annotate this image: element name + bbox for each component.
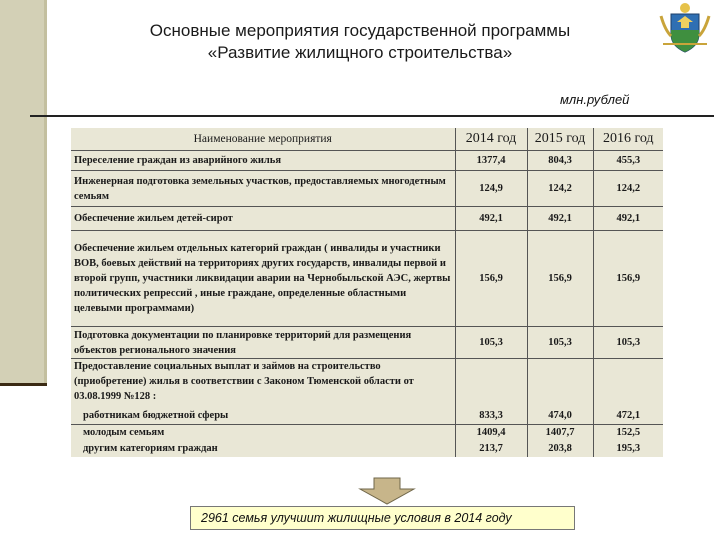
row-value-2015: 474,0 xyxy=(527,407,593,425)
group-empty-2014 xyxy=(455,359,527,407)
slide-title-line1: Основные мероприятия государственной программы xyxy=(149,21,571,40)
header-name: Наименование мероприятия xyxy=(71,128,455,151)
row-value-2014: 105,3 xyxy=(455,327,527,359)
row-value-2015: 203,8 xyxy=(527,441,593,457)
row-value-2015: 492,1 xyxy=(527,207,593,231)
row-name: Переселение граждан из аварийного жилья xyxy=(71,151,455,171)
row-value-2015: 105,3 xyxy=(527,327,593,359)
row-value-2014: 1377,4 xyxy=(455,151,527,171)
row-value-2015: 804,3 xyxy=(527,151,593,171)
row-name: другим категориям граждан xyxy=(71,441,455,457)
row-value-2014: 492,1 xyxy=(455,207,527,231)
table-row xyxy=(71,207,663,231)
row-name: молодым семьям xyxy=(71,425,455,441)
row-value-2014: 156,9 xyxy=(455,231,527,327)
row-value-2015: 124,2 xyxy=(527,171,593,207)
table-header-row xyxy=(71,128,663,151)
table-row xyxy=(71,425,663,441)
row-name: Обеспечение жильем детей-сирот xyxy=(71,207,455,231)
table-row xyxy=(71,327,663,359)
group-name: Предоставление социальных выплат и займов на строительство (приобретение) жилья в соответствии с Законом Тюменской области от 03.08.1999 №128 : xyxy=(71,359,455,407)
slide-title-line2: «Развитие жилищного строительства» xyxy=(207,43,513,62)
row-value-2016: 472,1 xyxy=(593,407,663,425)
row-value-2014: 833,3 xyxy=(455,407,527,425)
table-row xyxy=(71,441,663,457)
units-label: млн.рублей xyxy=(560,92,630,107)
table-row xyxy=(71,151,663,171)
row-value-2014: 124,9 xyxy=(455,171,527,207)
group-empty-2016 xyxy=(593,359,663,407)
row-value-2016: 455,3 xyxy=(593,151,663,171)
row-value-2016: 195,3 xyxy=(616,443,641,454)
table-group-header-row xyxy=(71,359,663,407)
header-2016: 2016 год xyxy=(593,128,663,151)
row-name: Подготовка документации по планировке территорий для размещения объектов регионального значения xyxy=(71,327,455,359)
slide-title xyxy=(60,20,660,64)
header-2014: 2014 год xyxy=(455,128,527,151)
row-value-2015: 156,9 xyxy=(527,231,593,327)
row-value-2016: 492,1 xyxy=(593,207,663,231)
summary-callout: 2961 семья улучшит жилищные условия в 2014 году xyxy=(190,506,575,530)
left-accent-bar-bottom xyxy=(0,383,47,386)
row-value-2014: 213,7 xyxy=(455,441,527,457)
row-value-2016: 156,9 xyxy=(593,231,663,327)
left-accent-bar-edge xyxy=(44,0,47,383)
row-value-2016: 105,3 xyxy=(593,327,663,359)
group-empty-2015 xyxy=(527,359,593,407)
row-value-2015: 1407,7 xyxy=(527,425,593,441)
row-name: работникам бюджетной сферы xyxy=(71,407,455,425)
table-row xyxy=(71,171,663,207)
row-value-2016: 124,2 xyxy=(593,171,663,207)
header-2015: 2015 год xyxy=(527,128,593,151)
row-name: Инженерная подготовка земельных участков, предоставляемых многодетным семьям xyxy=(71,171,455,207)
table-row xyxy=(71,231,663,327)
down-arrow-icon xyxy=(358,477,416,505)
program-table xyxy=(71,128,663,457)
coat-of-arms-icon xyxy=(657,0,713,56)
header-divider xyxy=(30,115,714,117)
row-value-2016: 152,5 xyxy=(616,427,641,439)
row-name: Обеспечение жильем отдельных категорий граждан ( инвалиды и участники ВОВ, боевых действий на территориях других государств, инвалиды первой и второй групп, участники ликвидации аварии на Чернобыльской АЭС, жертвы политических репрессий , иные граждане, определенные областными целевыми программами) xyxy=(71,231,455,327)
row-value-2014: 1409,4 xyxy=(455,425,527,441)
table-row xyxy=(71,407,663,425)
program-table-container xyxy=(71,128,663,457)
left-accent-bar xyxy=(0,0,47,383)
